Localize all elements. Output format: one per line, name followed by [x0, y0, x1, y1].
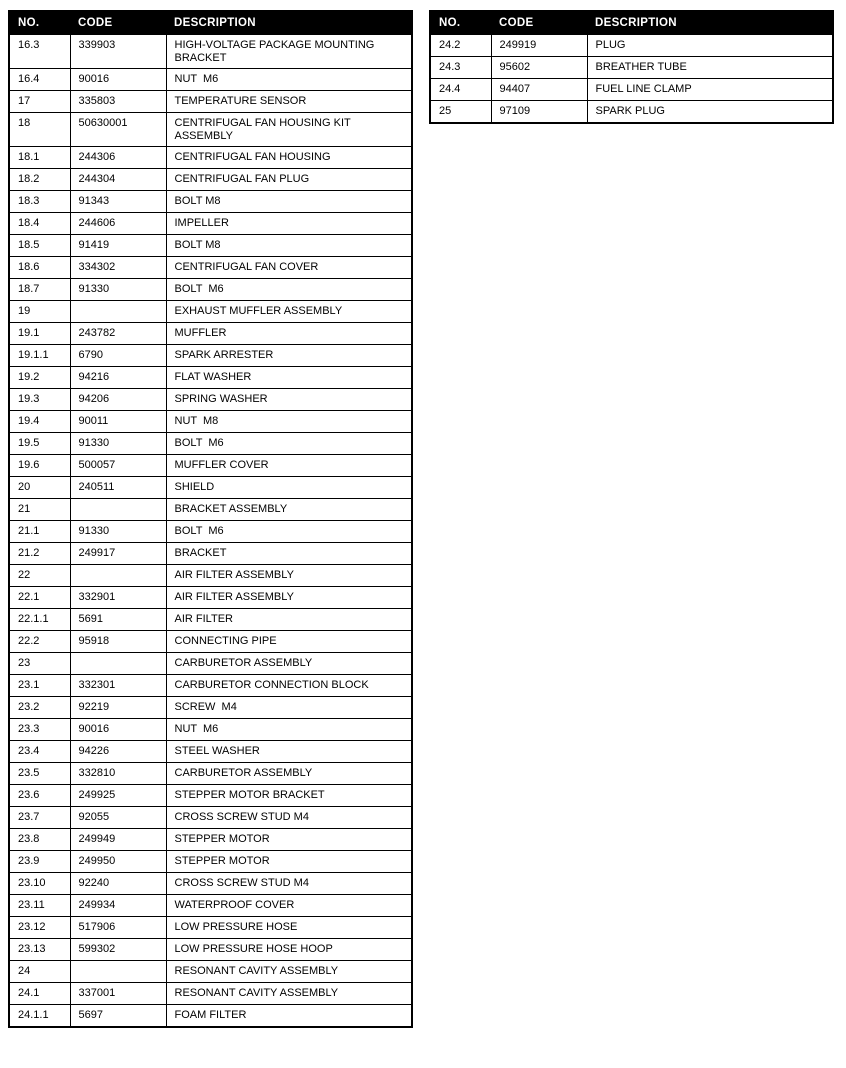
table-row	[9, 345, 412, 367]
cell-description: SHIELD	[166, 477, 412, 499]
table-row	[9, 389, 412, 411]
cell-description: BOLT M8	[166, 191, 412, 213]
cell-code: 95602	[491, 57, 587, 79]
cell-no: 22.1.1	[9, 609, 70, 631]
cell-description: CARBURETOR ASSEMBLY	[166, 653, 412, 675]
cell-no: 21	[9, 499, 70, 521]
cell-no: 23.6	[9, 785, 70, 807]
cell-no: 24.4	[430, 79, 491, 101]
cell-description: CENTRIFUGAL FAN HOUSING	[166, 147, 412, 169]
cell-no: 23	[9, 653, 70, 675]
cell-no: 24.3	[430, 57, 491, 79]
cell-description: BOLT M6	[166, 521, 412, 543]
cell-description: CARBURETOR ASSEMBLY	[166, 763, 412, 785]
parts-table-right	[429, 10, 834, 124]
cell-description: WATERPROOF COVER	[166, 895, 412, 917]
tables-container	[8, 10, 846, 1028]
cell-code: 517906	[70, 917, 166, 939]
table-row	[9, 191, 412, 213]
cell-no: 23.4	[9, 741, 70, 763]
table-row	[9, 279, 412, 301]
cell-description: AIR FILTER	[166, 609, 412, 631]
cell-description: FLAT WASHER	[166, 367, 412, 389]
cell-description: CENTRIFUGAL FAN COVER	[166, 257, 412, 279]
cell-no: 19.3	[9, 389, 70, 411]
cell-description: FUEL LINE CLAMP	[587, 79, 833, 101]
cell-description: AIR FILTER ASSEMBLY	[166, 587, 412, 609]
table-row	[9, 895, 412, 917]
cell-description: CARBURETOR CONNECTION BLOCK	[166, 675, 412, 697]
cell-description: CROSS SCREW STUD M4	[166, 873, 412, 895]
cell-code	[70, 301, 166, 323]
cell-code: 249949	[70, 829, 166, 851]
cell-no: 24.1	[9, 983, 70, 1005]
cell-code: 599302	[70, 939, 166, 961]
cell-no: 23.9	[9, 851, 70, 873]
header-row	[9, 11, 412, 35]
cell-code: 94226	[70, 741, 166, 763]
table-row	[9, 257, 412, 279]
cell-code: 249934	[70, 895, 166, 917]
cell-code: 91330	[70, 433, 166, 455]
cell-description: STEPPER MOTOR BRACKET	[166, 785, 412, 807]
cell-code: 335803	[70, 91, 166, 113]
cell-no: 24.2	[430, 35, 491, 57]
cell-code: 90011	[70, 411, 166, 433]
table-row	[9, 367, 412, 389]
cell-description: PLUG	[587, 35, 833, 57]
cell-no: 23.1	[9, 675, 70, 697]
cell-no: 18.1	[9, 147, 70, 169]
cell-no: 23.10	[9, 873, 70, 895]
table-row	[9, 91, 412, 113]
cell-description: SPRING WASHER	[166, 389, 412, 411]
table-row	[9, 301, 412, 323]
table-row	[9, 807, 412, 829]
cell-code: 92219	[70, 697, 166, 719]
cell-code: 90016	[70, 69, 166, 91]
cell-code	[70, 565, 166, 587]
cell-code: 90016	[70, 719, 166, 741]
table-row	[9, 939, 412, 961]
table-row	[9, 213, 412, 235]
cell-code: 339903	[70, 35, 166, 69]
cell-description: AIR FILTER ASSEMBLY	[166, 565, 412, 587]
table-row	[9, 433, 412, 455]
cell-description: NUT M6	[166, 719, 412, 741]
cell-code: 92055	[70, 807, 166, 829]
cell-code: 244304	[70, 169, 166, 191]
table-row	[9, 499, 412, 521]
column-header-no: NO.	[430, 11, 491, 35]
cell-description: NUT M8	[166, 411, 412, 433]
cell-code: 249919	[491, 35, 587, 57]
cell-no: 18.5	[9, 235, 70, 257]
table-row	[430, 35, 833, 57]
cell-description: RESONANT CAVITY ASSEMBLY	[166, 983, 412, 1005]
cell-no: 23.8	[9, 829, 70, 851]
parts-table-left	[8, 10, 413, 1028]
cell-code	[70, 653, 166, 675]
cell-no: 22	[9, 565, 70, 587]
cell-no: 25	[430, 101, 491, 124]
table-header-right	[430, 11, 833, 35]
cell-code: 91343	[70, 191, 166, 213]
cell-code: 334302	[70, 257, 166, 279]
column-header-description: DESCRIPTION	[166, 11, 412, 35]
cell-no: 21.1	[9, 521, 70, 543]
cell-no: 19.5	[9, 433, 70, 455]
cell-no: 19.1	[9, 323, 70, 345]
table-row	[430, 57, 833, 79]
table-row	[9, 69, 412, 91]
table-row	[9, 1005, 412, 1028]
cell-code: 244306	[70, 147, 166, 169]
cell-description: MUFFLER COVER	[166, 455, 412, 477]
cell-no: 19.6	[9, 455, 70, 477]
cell-description: BOLT M8	[166, 235, 412, 257]
table-body-right	[430, 35, 833, 124]
table-row	[9, 719, 412, 741]
cell-no: 22.2	[9, 631, 70, 653]
cell-description: STEPPER MOTOR	[166, 851, 412, 873]
cell-no: 24.1.1	[9, 1005, 70, 1028]
cell-code: 240511	[70, 477, 166, 499]
cell-code: 6790	[70, 345, 166, 367]
cell-description: RESONANT CAVITY ASSEMBLY	[166, 961, 412, 983]
column-header-code: CODE	[491, 11, 587, 35]
cell-code: 91330	[70, 279, 166, 301]
cell-description: CROSS SCREW STUD M4	[166, 807, 412, 829]
table-row	[9, 235, 412, 257]
cell-description: FOAM FILTER	[166, 1005, 412, 1028]
cell-code: 500057	[70, 455, 166, 477]
cell-description: BRACKET	[166, 543, 412, 565]
table-row	[9, 543, 412, 565]
cell-description: TEMPERATURE SENSOR	[166, 91, 412, 113]
table-row	[9, 917, 412, 939]
table-row	[9, 113, 412, 147]
table-row	[9, 653, 412, 675]
table-row	[9, 455, 412, 477]
cell-no: 19	[9, 301, 70, 323]
cell-description: CENTRIFUGAL FAN PLUG	[166, 169, 412, 191]
cell-description: HIGH-VOLTAGE PACKAGE MOUNTING BRACKET	[166, 35, 412, 69]
table-row	[9, 477, 412, 499]
cell-description: CENTRIFUGAL FAN HOUSING KIT ASSEMBLY	[166, 113, 412, 147]
table-row	[9, 851, 412, 873]
cell-description: SPARK PLUG	[587, 101, 833, 124]
cell-code: 94216	[70, 367, 166, 389]
cell-no: 23.3	[9, 719, 70, 741]
cell-code: 92240	[70, 873, 166, 895]
cell-description: LOW PRESSURE HOSE HOOP	[166, 939, 412, 961]
table-row	[9, 147, 412, 169]
cell-description: STEPPER MOTOR	[166, 829, 412, 851]
table-row	[430, 79, 833, 101]
table-row	[9, 675, 412, 697]
cell-no: 20	[9, 477, 70, 499]
cell-description: SPARK ARRESTER	[166, 345, 412, 367]
cell-no: 17	[9, 91, 70, 113]
cell-no: 18.2	[9, 169, 70, 191]
cell-code: 50630001	[70, 113, 166, 147]
cell-code: 91419	[70, 235, 166, 257]
header-row	[430, 11, 833, 35]
table-row	[9, 587, 412, 609]
cell-no: 18.6	[9, 257, 70, 279]
table-row	[9, 565, 412, 587]
column-header-description: DESCRIPTION	[587, 11, 833, 35]
table-row	[9, 741, 412, 763]
cell-no: 23.13	[9, 939, 70, 961]
table-row	[9, 961, 412, 983]
cell-no: 18.4	[9, 213, 70, 235]
table-row	[9, 35, 412, 69]
cell-code: 249950	[70, 851, 166, 873]
cell-code: 337001	[70, 983, 166, 1005]
table-row	[9, 763, 412, 785]
cell-no: 21.2	[9, 543, 70, 565]
cell-no: 24	[9, 961, 70, 983]
cell-code: 94407	[491, 79, 587, 101]
table-row	[9, 785, 412, 807]
table-row	[9, 609, 412, 631]
table-header-left	[9, 11, 412, 35]
cell-description: EXHAUST MUFFLER ASSEMBLY	[166, 301, 412, 323]
cell-description: IMPELLER	[166, 213, 412, 235]
cell-description: STEEL WASHER	[166, 741, 412, 763]
cell-no: 19.1.1	[9, 345, 70, 367]
cell-code: 5691	[70, 609, 166, 631]
cell-description: MUFFLER	[166, 323, 412, 345]
cell-code: 91330	[70, 521, 166, 543]
cell-no: 23.5	[9, 763, 70, 785]
cell-code: 332901	[70, 587, 166, 609]
cell-code: 95918	[70, 631, 166, 653]
cell-no: 19.2	[9, 367, 70, 389]
cell-no: 16.3	[9, 35, 70, 69]
cell-description: BRACKET ASSEMBLY	[166, 499, 412, 521]
column-header-code: CODE	[70, 11, 166, 35]
table-row	[9, 631, 412, 653]
table-row	[430, 101, 833, 124]
cell-no: 18	[9, 113, 70, 147]
table-row	[9, 873, 412, 895]
table-row	[9, 697, 412, 719]
cell-no: 18.7	[9, 279, 70, 301]
table-row	[9, 521, 412, 543]
cell-no: 16.4	[9, 69, 70, 91]
column-header-no: NO.	[9, 11, 70, 35]
table-row	[9, 983, 412, 1005]
cell-code	[70, 499, 166, 521]
cell-no: 22.1	[9, 587, 70, 609]
cell-description: LOW PRESSURE HOSE	[166, 917, 412, 939]
cell-code	[70, 961, 166, 983]
cell-no: 23.7	[9, 807, 70, 829]
cell-description: SCREW M4	[166, 697, 412, 719]
cell-code: 244606	[70, 213, 166, 235]
table-row	[9, 169, 412, 191]
table-row	[9, 829, 412, 851]
cell-code: 94206	[70, 389, 166, 411]
cell-code: 97109	[491, 101, 587, 124]
cell-code: 249917	[70, 543, 166, 565]
table-row	[9, 323, 412, 345]
cell-no: 23.2	[9, 697, 70, 719]
table-body-left	[9, 35, 412, 1028]
cell-code: 5697	[70, 1005, 166, 1028]
cell-description: NUT M6	[166, 69, 412, 91]
cell-code: 332301	[70, 675, 166, 697]
cell-no: 18.3	[9, 191, 70, 213]
cell-description: CONNECTING PIPE	[166, 631, 412, 653]
cell-no: 19.4	[9, 411, 70, 433]
cell-description: BREATHER TUBE	[587, 57, 833, 79]
cell-no: 23.12	[9, 917, 70, 939]
cell-description: BOLT M6	[166, 433, 412, 455]
cell-no: 23.11	[9, 895, 70, 917]
cell-description: BOLT M6	[166, 279, 412, 301]
cell-code: 249925	[70, 785, 166, 807]
cell-code: 332810	[70, 763, 166, 785]
cell-code: 243782	[70, 323, 166, 345]
table-row	[9, 411, 412, 433]
